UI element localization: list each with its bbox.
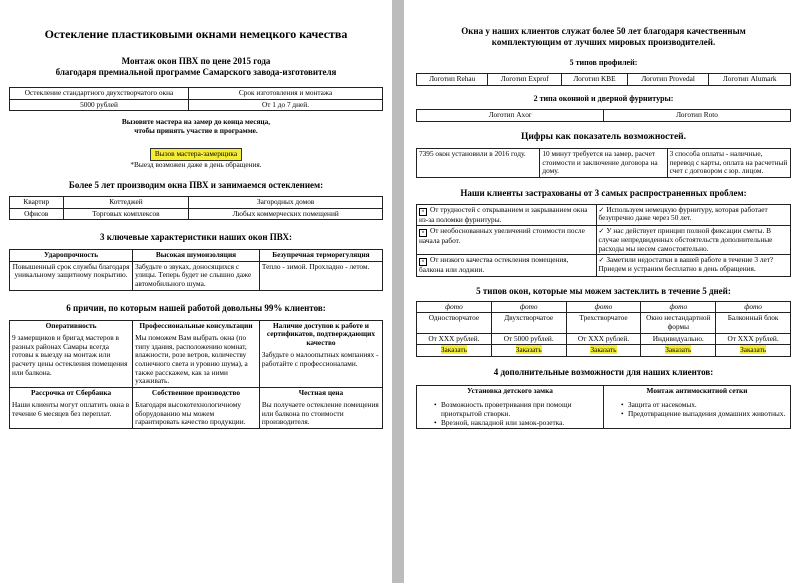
page-title: Остекление пластиковыми окнами немецкого качества xyxy=(44,27,348,41)
order-button[interactable]: Заказать xyxy=(740,345,767,355)
call-text: Вызовите мастера на замер до конца месяца, чтобы принять участие в программе. xyxy=(121,117,271,135)
order-button[interactable]: Заказать xyxy=(665,345,692,355)
call-note: *Выезд возможен даже в день обращения. xyxy=(130,160,262,170)
numbers-table: 7395 окон установили в 2016 году. 10 минут требуется на замер, расчет стоимости и заключение договора на дому. 3 способа оплаты - наличные, перевод с карты, оплата на расчетный счет с договором с юр. лицом. xyxy=(416,148,791,178)
hardware-table: Логотип Axor Логотип Roto xyxy=(416,109,791,122)
document-page-right xyxy=(404,0,800,583)
check-icon: ✓ xyxy=(598,205,605,214)
profiles-table: Логотип Rehau Логотип Exprof Логотип KBE Логотип Provedal Логотип Alumark xyxy=(416,73,791,86)
photo-placeholder: фото xyxy=(716,301,791,313)
subtitle: Монтаж окон ПВХ по цене 2015 года благодаря премиальной программе Самарского завода-изготовителя xyxy=(55,56,337,77)
photo-placeholder: фото xyxy=(417,301,492,313)
section-types: 5 типов окон, которые мы можем застеклить в течение 5 дней: xyxy=(476,285,731,296)
section-insured: Наши клиенты застрахованы от 3 самых распространенных проблем: xyxy=(460,187,747,198)
call-master-button[interactable]: Вызов мастера-замерщика xyxy=(150,148,242,161)
reasons-table: Оперативность 9 замерщиков и бригад мастеров в разных районах Самары всегда готовы к выезду на монтаж или расчету цены остекления помещения или балкона. Профессиональные консультации Мы поможем Вам выбрать окна (по типу здания, расположению комнат, влажности, розе ветров, количеству солнечного света и уровню шума), а также расскажем, как за ними ухаживать. Наличие доступов к работе и сертификатов, подтверждающих качество Забудьте о малоопытных компаниях - работайте с профессионалами. Рассрочка от Сбербанка Наши клиенты могут оплатить окна в течение 6 месяцев без переплат. Собственное производство Благодаря высокотехнологичному оборудованию мы можем гарантировать качество продукции. Честная цена Вы получаете остекление помещения или балкона по стоимости производителя. xyxy=(9,320,383,430)
problems-table: × От трудностей с открыванием и закрыванием окна из-за поломки фурнитуры. ✓ Используем немецкую фурнитуру, которая работает безупречно даже через 50 лет. × От необоснованных увеличений стоимости после начала работ. ✓ У нас действует принцип полной фиксации сметы. В случае непредвиденных обстоятельств дополнительные расходы мы несем самостоятельно. × От низкого качества остекления помещения, балкона или лоджии. ✓ Заметили недостатки в вашей работе в течение 3 лет? Приедем и устраним бесплатно в день обращения. xyxy=(416,204,791,277)
intro: Окна у наших клиентов служат более 50 лет благодаря качественным комплектующим от лучших мировых производителей. xyxy=(461,26,746,47)
cross-box-icon: × xyxy=(419,258,427,266)
order-button[interactable]: Заказать xyxy=(515,345,542,355)
photo-placeholder: фото xyxy=(566,301,641,313)
document-page-left xyxy=(0,0,392,583)
section-profiles: 5 типов профилей: xyxy=(569,58,638,67)
check-icon: ✓ xyxy=(598,227,605,236)
objects-table: Квартир Коттеджей Загородных домов Офисов Торговых комплексов Любых коммерческих помещений xyxy=(9,196,383,220)
extras-table: Установка детского замка • Возможность проветривания при помощи приоткрытой створки. • Врезной, накладной или замок-розетка. Монтаж антимоскитной сетки • Защита от насекомых. • Предотвращение выпадения домашних животных. xyxy=(416,385,791,429)
section-reasons: 6 причин, по которым нашей работой довольны 99% клиентов: xyxy=(66,302,326,313)
chars-table: Ударопрочность Высокая шумоизоляция Безупречная терморегуляция Повышенный срок службы благодаря уникальному защитному покрытию. Забудьте о звуках, доносящихся с улицы. Теперь будет не слышно даже автомобильного шума. Тепло - зимой. Прохладно - летом. xyxy=(9,249,383,290)
photo-placeholder: фото xyxy=(491,301,566,313)
section-numbers: Цифры как показатель возможностей. xyxy=(520,132,687,142)
order-button[interactable]: Заказать xyxy=(590,345,617,355)
section-hardware: 2 типа оконной и дверной фурнитуры: xyxy=(533,94,674,103)
cross-box-icon: × xyxy=(419,229,427,237)
photo-placeholder: фото xyxy=(641,301,716,313)
types-table: фото фото фото фото фото Одностворчатое Двухстворчатое Трехстворчатое Окно нестандартной формы Балконный блок От XXX рублей. От 5000 рублей. От XXX рублей. Индивидуально. От XXX рублей. Заказать Заказать Заказать Заказать Заказать xyxy=(416,301,791,357)
check-icon: ✓ xyxy=(598,256,605,265)
order-button[interactable]: Заказать xyxy=(440,345,467,355)
section-chars: 3 ключевые характеристики наших окон ПВХ: xyxy=(99,232,293,243)
cross-box-icon: × xyxy=(419,208,427,216)
section-years: Более 5 лет производим окна ПВХ и занимаемся остеклением: xyxy=(68,179,324,190)
section-extras: 4 дополнительные возможности для наших клиентов: xyxy=(493,366,714,377)
price-table: Остекление стандартного двухстворчатого окна Срок изготовления и монтажа 5000 рублей От 1 до 7 дней. xyxy=(9,87,383,111)
